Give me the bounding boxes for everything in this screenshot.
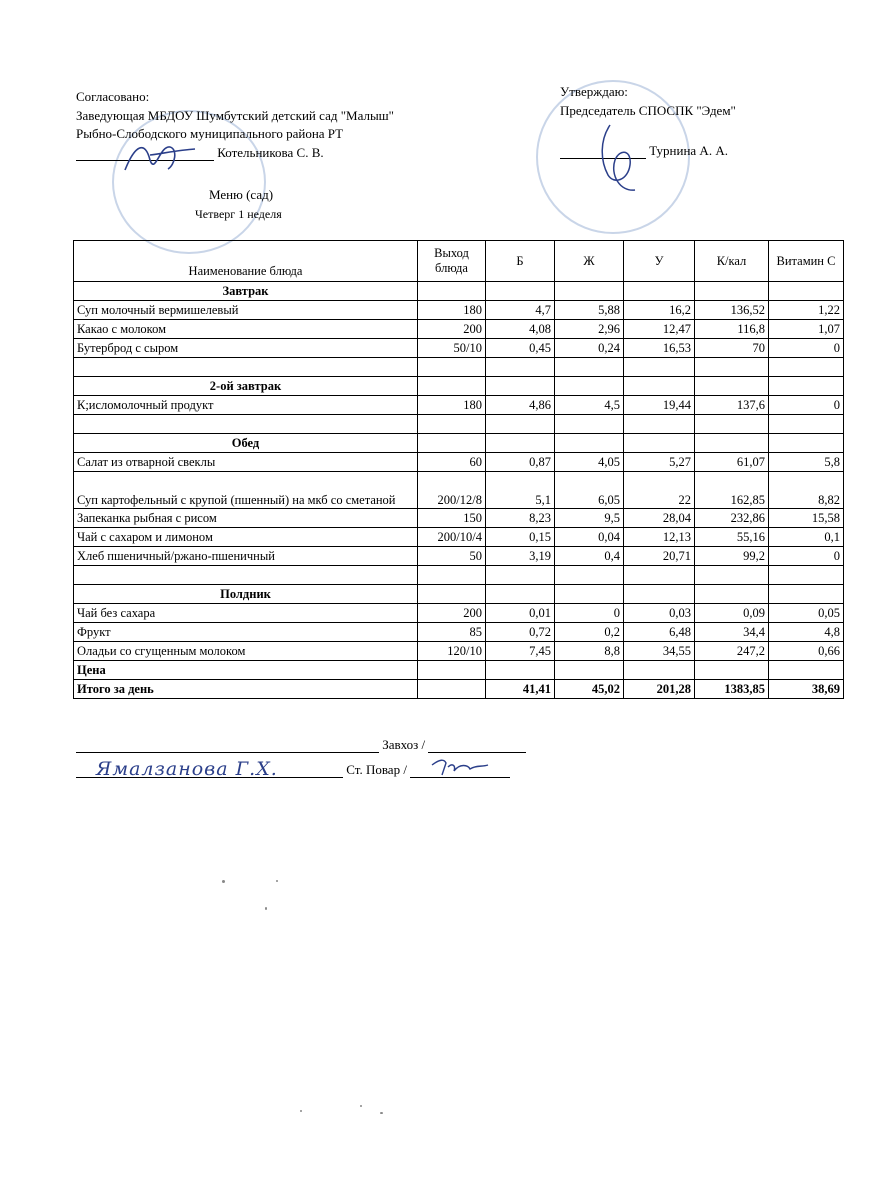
- value-cell-b: [486, 434, 555, 453]
- value-cell-u: 12,13: [624, 528, 695, 547]
- blank-row: [74, 566, 844, 585]
- value-cell-b: 4,08: [486, 320, 555, 339]
- value-cell-out: [418, 415, 486, 434]
- value-cell-kcal: [695, 585, 769, 604]
- value-cell-b: [486, 377, 555, 396]
- dish-name-cell: Хлеб пшеничный/ржано-пшеничный: [74, 547, 418, 566]
- value-cell-out: 200/12/8: [418, 472, 486, 509]
- value-cell-u: 12,47: [624, 320, 695, 339]
- value-cell-vitc: [769, 377, 844, 396]
- dish-name-cell: 2-ой завтрак: [74, 377, 418, 396]
- value-cell-vitc: 0: [769, 396, 844, 415]
- value-cell-out: 85: [418, 623, 486, 642]
- value-cell-b: 0,87: [486, 453, 555, 472]
- value-cell-out: 200: [418, 320, 486, 339]
- menu-subtitle: Четверг 1 неделя: [195, 207, 282, 221]
- table-row: [74, 472, 844, 509]
- cook-signature: Ямалзанова Г.Х.: [96, 758, 278, 780]
- value-cell-u: 34,55: [624, 642, 695, 661]
- cook-line: [76, 758, 510, 780]
- value-cell-zh: 0,04: [555, 528, 624, 547]
- value-cell-out: [418, 282, 486, 301]
- value-cell-kcal: 61,07: [695, 453, 769, 472]
- value-cell-vitc: 1,22: [769, 301, 844, 320]
- value-cell-zh: 4,05: [555, 453, 624, 472]
- value-cell-vitc: [769, 358, 844, 377]
- value-cell-out: [418, 377, 486, 396]
- approve-line1: Председатель СПОСПК "Эдем": [560, 103, 736, 118]
- value-cell-kcal: 55,16: [695, 528, 769, 547]
- value-cell-u: [624, 661, 695, 680]
- signature-right-icon: [580, 120, 650, 200]
- approval-line1: Заведующая МБДОУ Шумбутский детский сад "Малыш": [76, 108, 394, 123]
- value-cell-u: 22: [624, 472, 695, 509]
- value-cell-vitc: [769, 661, 844, 680]
- zavhoz-signature-blank: [76, 752, 379, 753]
- value-cell-kcal: 137,6: [695, 396, 769, 415]
- table-row: [74, 642, 844, 661]
- zavhoz-line: [76, 737, 526, 753]
- total-row: [74, 680, 844, 699]
- header-fat: Ж: [555, 241, 624, 282]
- dish-name-cell: Итого за день: [74, 680, 418, 699]
- value-cell-out: 180: [418, 396, 486, 415]
- value-cell-b: 8,23: [486, 509, 555, 528]
- cook-signature-blank: [76, 758, 343, 780]
- value-cell-u: [624, 585, 695, 604]
- value-cell-u: 16,53: [624, 339, 695, 358]
- value-cell-zh: 6,05: [555, 472, 624, 509]
- value-cell-b: 5,1: [486, 472, 555, 509]
- signature-left-icon: [120, 135, 200, 180]
- value-cell-u: 201,28: [624, 680, 695, 699]
- dish-name-cell: Завтрак: [74, 282, 418, 301]
- value-cell-vitc: 0,66: [769, 642, 844, 661]
- dish-name-cell: Запеканка рыбная с рисом: [74, 509, 418, 528]
- value-cell-out: 60: [418, 453, 486, 472]
- value-cell-out: 50/10: [418, 339, 486, 358]
- value-cell-out: 120/10: [418, 642, 486, 661]
- scan-speck: [276, 880, 278, 882]
- section-row: [74, 585, 844, 604]
- value-cell-vitc: [769, 282, 844, 301]
- dish-name-cell: Обед: [74, 434, 418, 453]
- value-cell-zh: 8,8: [555, 642, 624, 661]
- cook-initials-icon: [430, 757, 490, 777]
- zavhoz-name-blank: [428, 752, 526, 753]
- value-cell-out: 50: [418, 547, 486, 566]
- header-output: Выход блюда: [418, 241, 486, 282]
- scan-speck: [360, 1105, 362, 1107]
- table-row: [74, 604, 844, 623]
- dish-name-cell: Суп молочный вермишелевый: [74, 301, 418, 320]
- value-cell-u: 0,03: [624, 604, 695, 623]
- approve-signer: Турнина А. А.: [649, 143, 728, 158]
- value-cell-out: [418, 585, 486, 604]
- value-cell-vitc: [769, 434, 844, 453]
- value-cell-vitc: 15,58: [769, 509, 844, 528]
- value-cell-u: 20,71: [624, 547, 695, 566]
- dish-name-cell: Оладьи со сгущенным молоком: [74, 642, 418, 661]
- section-row: [74, 282, 844, 301]
- value-cell-out: [418, 358, 486, 377]
- value-cell-b: [486, 415, 555, 434]
- cook-name-blank: [410, 777, 510, 778]
- value-cell-b: 0,72: [486, 623, 555, 642]
- table-header-row: [74, 241, 844, 282]
- value-cell-vitc: [769, 566, 844, 585]
- value-cell-vitc: 0,1: [769, 528, 844, 547]
- value-cell-kcal: [695, 566, 769, 585]
- value-cell-vitc: 0: [769, 547, 844, 566]
- value-cell-u: 6,48: [624, 623, 695, 642]
- blank-row: [74, 358, 844, 377]
- header-carbs: У: [624, 241, 695, 282]
- value-cell-u: [624, 415, 695, 434]
- table-row: [74, 528, 844, 547]
- value-cell-zh: [555, 415, 624, 434]
- value-cell-out: [418, 434, 486, 453]
- value-cell-kcal: 99,2: [695, 547, 769, 566]
- value-cell-b: 41,41: [486, 680, 555, 699]
- header-name: Наименование блюда: [74, 241, 418, 282]
- value-cell-u: [624, 434, 695, 453]
- value-cell-u: 19,44: [624, 396, 695, 415]
- dish-name-cell: К;исломолочный продукт: [74, 396, 418, 415]
- dish-name-cell: Полдник: [74, 585, 418, 604]
- value-cell-u: 28,04: [624, 509, 695, 528]
- value-cell-kcal: [695, 377, 769, 396]
- menu-table: [73, 240, 844, 699]
- value-cell-out: [418, 566, 486, 585]
- value-cell-kcal: [695, 434, 769, 453]
- value-cell-vitc: 5,8: [769, 453, 844, 472]
- value-cell-kcal: 136,52: [695, 301, 769, 320]
- value-cell-kcal: [695, 415, 769, 434]
- value-cell-b: 0,01: [486, 604, 555, 623]
- value-cell-vitc: 8,82: [769, 472, 844, 509]
- dish-name-cell: Какао с молоком: [74, 320, 418, 339]
- value-cell-kcal: 0,09: [695, 604, 769, 623]
- scan-speck: [265, 907, 267, 910]
- value-cell-vitc: 38,69: [769, 680, 844, 699]
- value-cell-b: 4,7: [486, 301, 555, 320]
- menu-title: Меню (сад): [209, 187, 274, 202]
- approve-title: Утверждаю:: [560, 84, 628, 99]
- value-cell-vitc: 1,07: [769, 320, 844, 339]
- value-cell-zh: 0,24: [555, 339, 624, 358]
- header-kcal: К/кал: [695, 241, 769, 282]
- value-cell-out: 200/10/4: [418, 528, 486, 547]
- value-cell-b: 4,86: [486, 396, 555, 415]
- value-cell-vitc: [769, 585, 844, 604]
- approval-title: Согласовано:: [76, 89, 150, 104]
- value-cell-b: [486, 282, 555, 301]
- value-cell-b: [486, 566, 555, 585]
- value-cell-zh: 0: [555, 604, 624, 623]
- value-cell-kcal: 116,8: [695, 320, 769, 339]
- table-row: [74, 623, 844, 642]
- value-cell-out: [418, 661, 486, 680]
- value-cell-u: 16,2: [624, 301, 695, 320]
- header-protein: Б: [486, 241, 555, 282]
- value-cell-zh: [555, 661, 624, 680]
- value-cell-zh: 2,96: [555, 320, 624, 339]
- section-row: [74, 377, 844, 396]
- approval-line2: Рыбно-Слободского муниципального района РТ: [76, 126, 344, 141]
- value-cell-u: [624, 566, 695, 585]
- value-cell-zh: [555, 358, 624, 377]
- value-cell-kcal: 70: [695, 339, 769, 358]
- value-cell-b: [486, 358, 555, 377]
- cook-label: Ст. Повар /: [346, 762, 407, 777]
- value-cell-vitc: 0: [769, 339, 844, 358]
- value-cell-zh: [555, 377, 624, 396]
- value-cell-zh: [555, 434, 624, 453]
- value-cell-u: [624, 282, 695, 301]
- dish-name-cell: Чай с сахаром и лимоном: [74, 528, 418, 547]
- value-cell-b: [486, 585, 555, 604]
- value-cell-kcal: 232,86: [695, 509, 769, 528]
- dish-name-cell: [74, 566, 418, 585]
- value-cell-zh: 0,2: [555, 623, 624, 642]
- value-cell-out: 180: [418, 301, 486, 320]
- table-row: [74, 509, 844, 528]
- table-row: [74, 301, 844, 320]
- value-cell-zh: 4,5: [555, 396, 624, 415]
- value-cell-vitc: 0,05: [769, 604, 844, 623]
- value-cell-b: 0,15: [486, 528, 555, 547]
- value-cell-u: [624, 358, 695, 377]
- price-row: [74, 661, 844, 680]
- scan-speck: [300, 1110, 302, 1112]
- value-cell-kcal: 34,4: [695, 623, 769, 642]
- value-cell-u: [624, 377, 695, 396]
- dish-name-cell: [74, 415, 418, 434]
- value-cell-kcal: 162,85: [695, 472, 769, 509]
- value-cell-kcal: [695, 661, 769, 680]
- value-cell-vitc: [769, 415, 844, 434]
- value-cell-out: 200: [418, 604, 486, 623]
- table-row: [74, 320, 844, 339]
- value-cell-zh: [555, 566, 624, 585]
- section-row: [74, 434, 844, 453]
- approval-signer: Котельникова С. В.: [217, 145, 324, 160]
- value-cell-zh: 5,88: [555, 301, 624, 320]
- value-cell-out: 150: [418, 509, 486, 528]
- scan-speck: [380, 1112, 383, 1114]
- value-cell-b: [486, 661, 555, 680]
- dish-name-cell: Чай без сахара: [74, 604, 418, 623]
- table-row: [74, 396, 844, 415]
- blank-row: [74, 415, 844, 434]
- table-row: [74, 453, 844, 472]
- value-cell-kcal: [695, 282, 769, 301]
- value-cell-out: [418, 680, 486, 699]
- value-cell-kcal: [695, 358, 769, 377]
- table-row: [74, 339, 844, 358]
- dish-name-cell: Цена: [74, 661, 418, 680]
- value-cell-zh: 0,4: [555, 547, 624, 566]
- value-cell-zh: 45,02: [555, 680, 624, 699]
- value-cell-u: 5,27: [624, 453, 695, 472]
- value-cell-kcal: 247,2: [695, 642, 769, 661]
- value-cell-b: 3,19: [486, 547, 555, 566]
- value-cell-zh: [555, 585, 624, 604]
- header-vitamin-c: Витамин С: [769, 241, 844, 282]
- scan-speck: [222, 880, 225, 883]
- value-cell-b: 0,45: [486, 339, 555, 358]
- dish-name-cell: Салат из отварной свеклы: [74, 453, 418, 472]
- value-cell-vitc: 4,8: [769, 623, 844, 642]
- value-cell-zh: [555, 282, 624, 301]
- dish-name-cell: Фрукт: [74, 623, 418, 642]
- dish-name-cell: [74, 358, 418, 377]
- value-cell-zh: 9,5: [555, 509, 624, 528]
- dish-name-cell: Бутерброд с сыром: [74, 339, 418, 358]
- table-row: [74, 547, 844, 566]
- dish-name-cell: Суп картофельный с крупой (пшенный) на мкб со сметаной: [74, 472, 418, 509]
- zavhoz-label: Завхоз /: [382, 737, 426, 752]
- value-cell-b: 7,45: [486, 642, 555, 661]
- value-cell-kcal: 1383,85: [695, 680, 769, 699]
